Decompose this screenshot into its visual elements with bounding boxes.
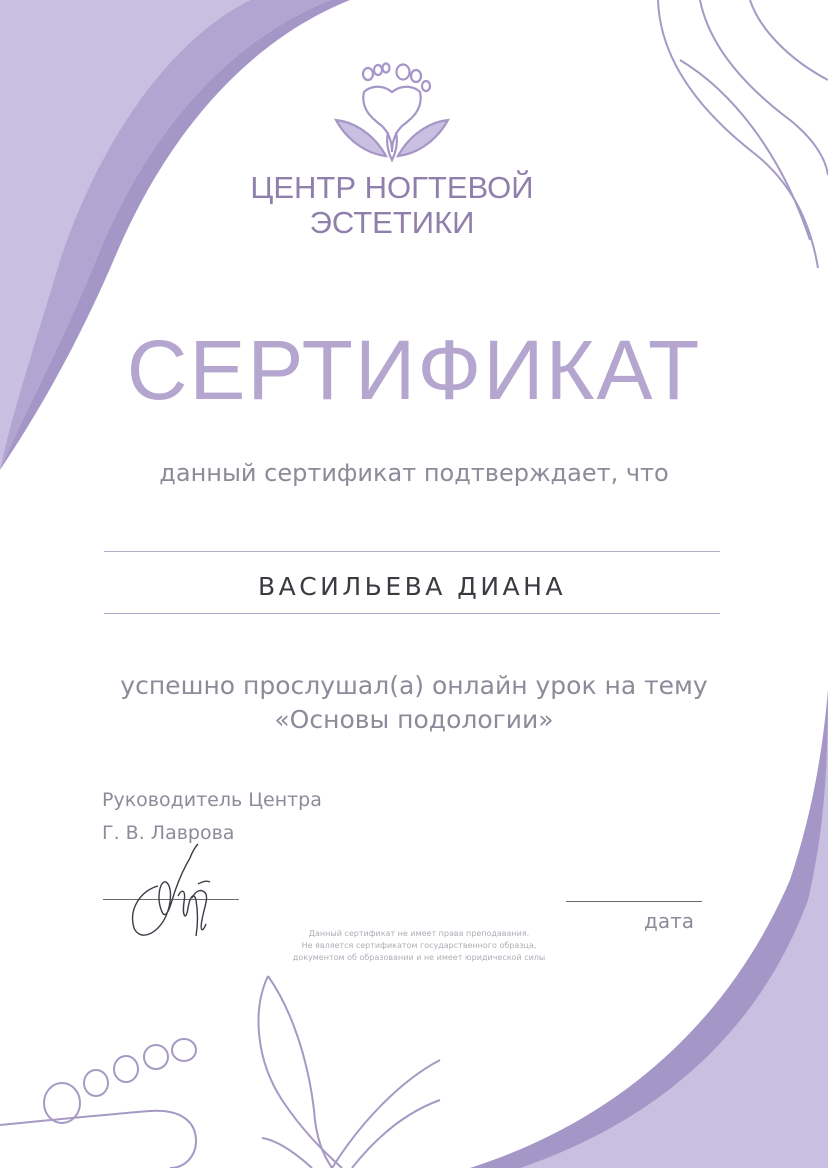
brand-name-line2: ЭСТЕТИКИ	[309, 205, 475, 240]
recipient-top-rule	[104, 551, 720, 552]
foot-lotus-logo-icon	[330, 62, 454, 166]
date-label: дата	[644, 909, 694, 933]
handwritten-signature-icon	[122, 838, 222, 944]
leaf-outline-icon	[252, 970, 442, 1168]
footprint-outline-icon	[0, 1025, 220, 1168]
recipient-bottom-rule	[104, 613, 720, 614]
signatory-role: Руководитель Центра	[102, 789, 322, 811]
disclaimer-line3: документом об образовании и не имеет юридической силы	[292, 953, 546, 962]
disclaimer-line1: Данный сертификат не имеет права преподавания.	[308, 929, 530, 938]
disclaimer-line2: Не является сертификатом государственного образца,	[301, 941, 537, 950]
completed-text: успешно прослушал(а) онлайн урок на тему	[120, 671, 708, 700]
course-title: «Основы подологии»	[274, 705, 554, 734]
recipient-name: ВАСИЛЬЕВА ДИАНА	[257, 572, 567, 601]
confirms-text: данный сертификат подтверждает, что	[159, 459, 669, 487]
brand-name-line1: ЦЕНТР НОГТЕВОЙ	[250, 170, 534, 205]
disclaimer	[258, 928, 580, 964]
date-line	[566, 901, 702, 902]
certificate-title: СЕРТИФИКАТ	[126, 323, 702, 417]
signatory-name: Г. В. Лаврова	[102, 822, 235, 844]
leaf-outline-icon	[640, 0, 828, 270]
